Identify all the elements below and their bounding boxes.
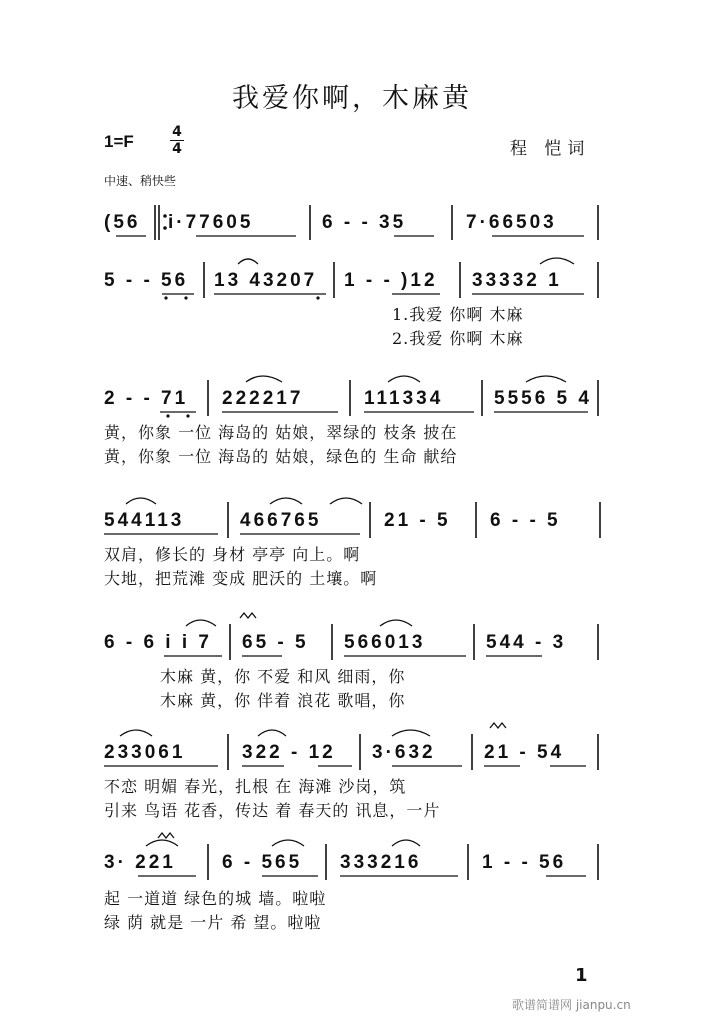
measure-4-3: 21 - 5 <box>384 510 451 531</box>
octave-dot <box>316 296 319 299</box>
measure-2-3: 1 - - )12 <box>344 270 438 291</box>
slur <box>258 730 286 736</box>
slur <box>388 376 420 382</box>
lyrics-4-verse-2: 大地，把荒滩 变成 肥沃的 土壤。啊 <box>104 569 378 588</box>
slur <box>330 498 362 504</box>
measure-2-1: 5 - - 56 <box>104 270 189 291</box>
octave-dot <box>186 414 189 417</box>
measure-5-4: 544 - 3 <box>486 632 567 653</box>
measure-6-3: 3·632 <box>372 742 436 763</box>
mordent-mark <box>240 613 256 618</box>
slur <box>126 498 156 504</box>
lyrics-3-verse-2: 黄，你象 一位 海岛的 姑娘，绿色的 生命 献给 <box>104 447 458 466</box>
slur <box>238 259 258 264</box>
measure-2-2: 13 43207 <box>214 270 318 291</box>
octave-dot <box>184 296 187 299</box>
time-signature-bottom: 4 <box>172 141 182 157</box>
slur <box>186 620 216 626</box>
measure-6-4: 21 - 54 <box>484 742 565 763</box>
measure-3-1: 2 - - 71 <box>104 388 189 409</box>
lyrics-7-verse-2: 绿 荫 就是 一片 希 望。啦啦 <box>104 913 322 932</box>
slur <box>392 730 430 736</box>
lyrics-2-verse-1: 1.我爱 你啊 木麻 <box>392 305 524 324</box>
octave-dot <box>164 296 167 299</box>
slur <box>380 620 412 626</box>
measure-1-4: 7·66503 <box>466 212 557 233</box>
measure-1-3: 6 - - 35 <box>322 212 407 233</box>
slur <box>540 258 574 264</box>
lyrics-5-verse-1: 木麻 黄，你 不爱 和风 细雨，你 <box>160 667 406 686</box>
measure-4-2: 466765 <box>240 510 322 531</box>
time-signature-top: 4 <box>172 124 182 140</box>
mordent-mark <box>158 833 174 838</box>
slur <box>246 376 282 382</box>
measure-5-1: 6 - 6 i i 7 <box>104 632 212 653</box>
lyrics-2-verse-2: 2.我爱 你啊 木麻 <box>392 329 524 348</box>
measure-3-3: 111334 <box>364 388 444 409</box>
lyrics-4-verse-1: 双肩，修长的 身材 亭亭 向上。啊 <box>104 545 361 564</box>
lyrics-3-verse-1: 黄，你象 一位 海岛的 姑娘，翠绿的 枝条 披在 <box>104 423 458 442</box>
measure-7-1: 3· 221 <box>104 852 176 873</box>
lyrics-5-verse-2: 木麻 黄，你 伴着 浪花 歌唱，你 <box>160 691 406 710</box>
measure-5-3: 566013 <box>344 632 426 653</box>
page-number: 1 <box>575 965 588 986</box>
repeat-dot <box>163 226 167 230</box>
measure-1-2: i·77605 <box>168 212 254 233</box>
measure-1-1: (56 <box>104 212 141 233</box>
measure-7-2: 6 - 565 <box>222 852 303 873</box>
slur <box>120 730 152 736</box>
slur <box>272 840 304 846</box>
lyrics-6-verse-2: 引来 鸟语 花香，传达 着 春天的 讯息，一片 <box>104 801 441 820</box>
song-title: 我爱你啊，木麻黄 <box>232 83 472 114</box>
measure-7-4: 1 - - 56 <box>482 852 567 873</box>
measure-3-2: 222217 <box>222 388 304 409</box>
lyrics-7-verse-1: 起 一道道 绿色的城 墙。啦啦 <box>104 889 327 908</box>
key-signature: 1=F <box>104 132 134 151</box>
watermark: 歌谱简谱网 jianpu.cn <box>512 998 631 1012</box>
measure-3-4: 5556 5 4 <box>494 388 592 409</box>
measure-7-3: 333216 <box>340 852 422 873</box>
measure-4-1: 544113 <box>104 510 185 531</box>
slur <box>526 376 566 382</box>
mordent-mark <box>490 723 506 728</box>
measure-2-4: 33332 1 <box>472 270 562 291</box>
octave-dot <box>166 414 169 417</box>
repeat-dot <box>163 214 167 218</box>
measure-5-2: 65 - 5 <box>242 632 309 653</box>
measure-4-4: 6 - - 5 <box>490 510 561 531</box>
lyrics-6-verse-1: 不恋 明媚 春光，扎根 在 海滩 沙岗，筑 <box>104 777 407 796</box>
slur <box>270 498 302 504</box>
measure-6-1: 233061 <box>104 742 186 763</box>
lyricist-credit: 程 恺词 <box>510 139 591 159</box>
tempo-marking: 中速、稍快些 <box>104 174 177 188</box>
slur <box>392 840 420 846</box>
slur <box>146 840 178 846</box>
measure-6-2: 322 - 12 <box>242 742 336 763</box>
